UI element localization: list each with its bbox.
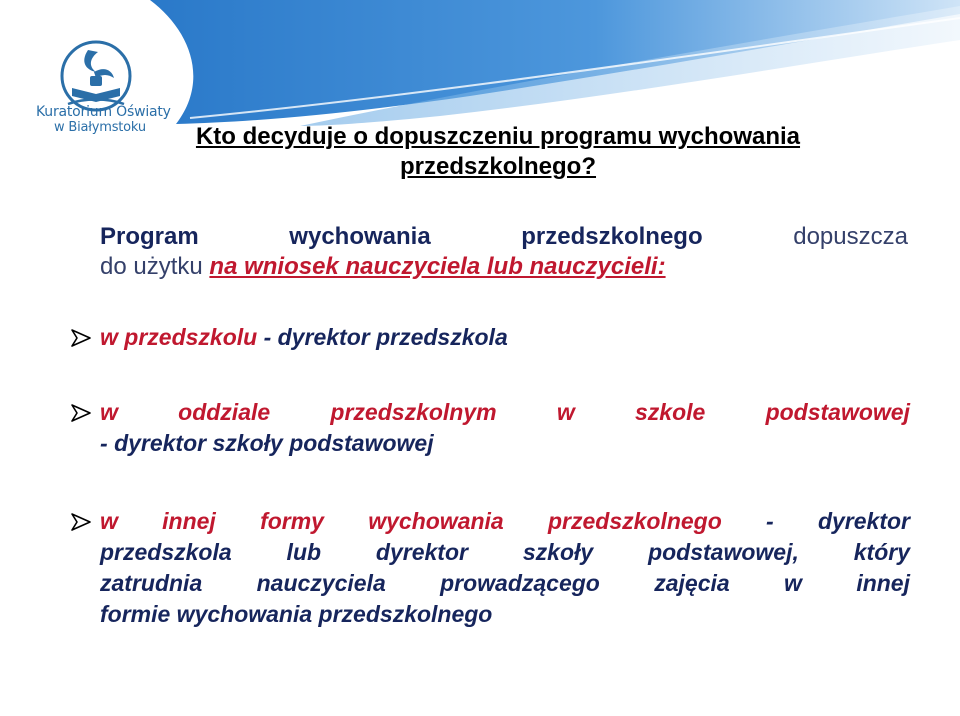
bullet-3-line-2: przedszkola lub dyrektor szkoły podstawowej, który: [100, 539, 910, 565]
bullet-1-dash: -: [257, 324, 278, 350]
arrowhead-outline-icon: [70, 403, 92, 423]
arrowhead-outline-icon: [70, 328, 92, 348]
bullet-item-3: [70, 506, 910, 630]
intro-emphasis: na wniosek nauczyciela lub nauczycieli:: [209, 253, 666, 280]
bullet-3-line-4: formie wychowania przedszkolnego: [100, 601, 493, 627]
bullet-item-1: [70, 322, 910, 353]
bullet-3-line-1: [100, 506, 910, 537]
intro-word-2: wychowania: [289, 223, 431, 250]
intro-line-2: [100, 252, 908, 282]
logo-line-1: Kuratorium Oświaty: [36, 104, 171, 120]
bullet-3-line-3: zatrudnia nauczyciela prowadzącego zajęcia w innej: [100, 570, 910, 596]
logo-text: [36, 104, 176, 136]
bullet-2-authority: dyrektor szkoły podstawowej: [114, 430, 434, 456]
bullet-item-2: [70, 397, 910, 459]
wave-main: [150, 0, 960, 124]
bullet-1-text: [100, 322, 910, 353]
bullet-2-dash: -: [100, 430, 115, 456]
bullet-3-authority-start: - dyrektor: [766, 508, 910, 534]
bullet-3-place: w innej formy wychowania przedszkolnego: [100, 508, 722, 534]
bullet-3-text: [100, 506, 910, 630]
bullet-2-text: [100, 397, 910, 459]
intro-line-1: [100, 222, 908, 252]
bullet-1-place: w przedszkolu: [100, 324, 258, 350]
intro-word-1: Program: [100, 223, 199, 250]
intro-word-3: przedszkolnego: [521, 223, 703, 250]
bullet-2-place: w oddziale przedszkolnym w szkole podstawowej: [100, 399, 910, 425]
intro-paragraph: [100, 222, 908, 282]
intro-lead: do użytku: [100, 253, 203, 280]
bullet-1-authority: dyrektor przedszkola: [277, 324, 508, 350]
logo-line-2: w Białymstoku: [54, 120, 146, 135]
slide-title: Kto decyduje o dopuszczeniu programu wychowania przedszkolnego?: [195, 123, 801, 180]
intro-word-4: dopuszcza: [793, 223, 908, 250]
arrowhead-outline-icon: [70, 512, 92, 532]
